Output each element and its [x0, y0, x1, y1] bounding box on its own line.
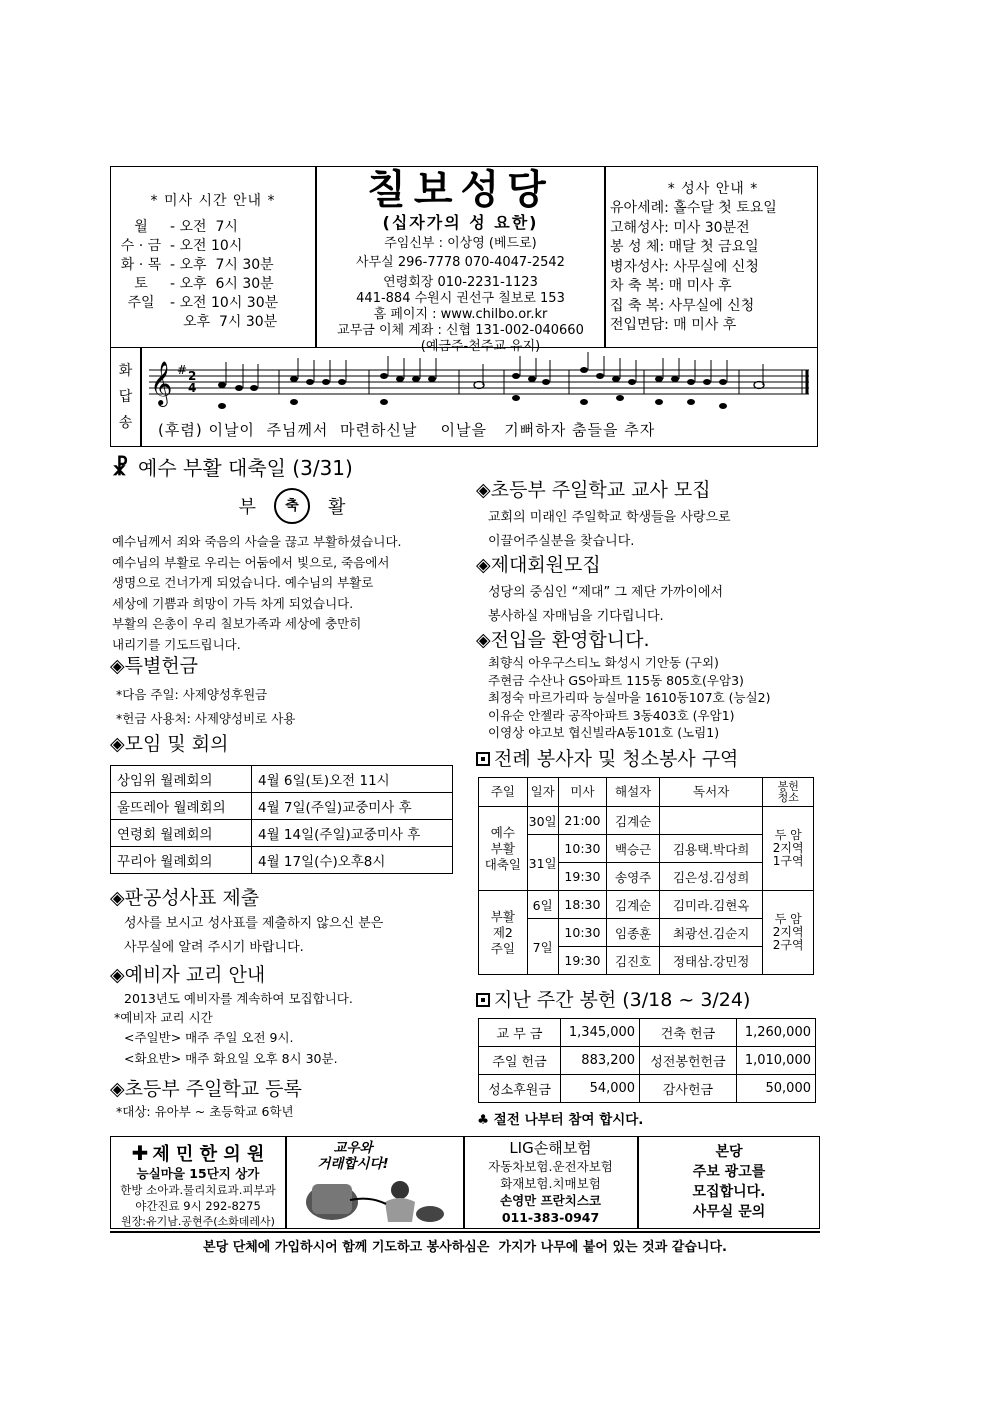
mass-day: 주일	[127, 295, 155, 311]
square-bullet-icon	[476, 752, 490, 766]
mass-time-row	[112, 275, 314, 294]
table-header-cell: 해설자	[607, 778, 660, 807]
priest-name: 주임신부 : 이상영 (베드로)	[384, 236, 537, 251]
welcome-title: ◈전입을 환영합니다.	[476, 629, 650, 651]
office-phone: 사무실 296-7778 070-4047-2542	[356, 255, 565, 270]
footer-line	[110, 1231, 820, 1233]
mass-day: 화 · 목	[120, 257, 162, 273]
offering-amount: 883,200	[560, 1047, 639, 1075]
svg-text:4: 4	[188, 381, 197, 395]
table-row	[111, 847, 453, 874]
sacrament-item: 봉 성 체: 매달 첫 금요일	[610, 239, 759, 255]
meeting-name: 상임위 월례회의	[111, 766, 252, 793]
service-reader: 최광선.김순지	[659, 919, 762, 947]
altar-section: ◈제대회원모집 성당의 중심인 “제대” 그 제단 가까이에서 봉사하실 자매님을 기다립니다.	[476, 554, 724, 624]
service-mass: 10:30	[558, 835, 607, 863]
ads-divider-1	[285, 1136, 287, 1229]
service-reader: 김미라.김현옥	[659, 891, 762, 919]
psalm-label: 화 답 송	[118, 363, 133, 431]
table-header-cell: 봉헌 청소	[763, 778, 814, 807]
trade-slogan: 교우와 거래합시다!	[317, 1140, 389, 1172]
mass-day	[112, 313, 170, 332]
header-divider-right	[604, 166, 606, 348]
mass-time: - 오후 7시 30분	[170, 257, 274, 273]
mass-time: - 오전 10시 30분	[170, 295, 279, 311]
table-row	[111, 766, 453, 793]
offering-label: 건축 헌금	[640, 1019, 737, 1047]
trade-ad	[290, 1140, 460, 1226]
service-sunday: 예수 부활 대축일	[479, 807, 528, 891]
service-commentator: 김계순	[607, 807, 660, 835]
sacrament-item: 집 축 복: 사무실에 신청	[610, 297, 755, 314]
sacrament-item: 유아세례: 홀수달 첫 토요일	[610, 200, 777, 216]
table-row	[479, 891, 814, 919]
table-row	[111, 793, 453, 820]
council-chair: 연령회장 010-2231-1123	[383, 275, 538, 290]
service-cleaning: 두 암 2지역 1구역	[763, 807, 814, 891]
offering-amount: 1,260,000	[736, 1019, 815, 1047]
psalm-divider	[140, 347, 142, 447]
easter-line: 내리기를 기도드립니다.	[112, 636, 241, 652]
clinic-ad: ✚ 제 민 한 의 원 능실마을 15단지 상가 한방 소아과.물리치료과.피부과 야간진료 9시 292-8275 원장:유기남.공현주(소화데레사)	[120, 1141, 276, 1228]
mass-time-row	[112, 294, 314, 313]
service-mass: 19:30	[558, 947, 607, 975]
offering-title-row	[476, 988, 750, 1012]
sacrament-item: 전입면담: 매 미사 후	[610, 317, 737, 333]
sunday-school-title: ◈초등부 주일학교 등록	[110, 1078, 302, 1100]
mass-time-row	[112, 313, 314, 332]
service-commentator: 김계순	[607, 891, 660, 919]
offering-label: 성소후원금	[479, 1075, 561, 1103]
svg-text:𝄞: 𝄞	[150, 361, 173, 405]
mass-time: - 오전 10시	[170, 238, 243, 254]
meeting-time: 4월 17일(수)오후8시	[252, 847, 453, 874]
service-commentator: 백승근	[607, 835, 660, 863]
welcome-item: 이유순 안젤라 공작아파트 3동403호 (우암1)	[488, 707, 735, 723]
meeting-name: 울뜨레아 월례회의	[111, 793, 252, 820]
offering-label: 감사헌금	[640, 1075, 737, 1103]
mass-times-title: * 미사 시간 안내 *	[150, 193, 276, 209]
mass-day: 월	[134, 219, 148, 235]
service-date: 31일	[527, 835, 558, 891]
offering-label: 성전봉헌헌금	[640, 1047, 737, 1075]
meeting-name: 연령회 월례회의	[111, 820, 252, 847]
table-header-cell: 미사	[558, 778, 607, 807]
meeting-name: 꾸리아 월례회의	[111, 847, 252, 874]
service-commentator: 김진호	[607, 947, 660, 975]
service-mass: 18:30	[558, 891, 607, 919]
easter-line: 예수님께서 죄와 죽음의 사슬을 끊고 부활하셨습니다.	[112, 534, 402, 549]
cross-icon: ✚	[131, 1141, 149, 1165]
ad-wanted: 본당 주보 광고를 모집합니다. 사무실 문의	[692, 1144, 766, 1220]
service-reader	[659, 807, 762, 835]
offering-amount: 1,010,000	[736, 1047, 815, 1075]
mass-time-row	[112, 218, 314, 237]
table-row	[479, 807, 814, 835]
svg-text:#: #	[177, 363, 188, 377]
welcome-list	[488, 654, 770, 742]
meeting-time: 4월 6일(토)오전 11시	[252, 766, 453, 793]
table-row	[479, 1075, 816, 1103]
sacrament-panel	[610, 178, 816, 336]
altar-title: ◈제대회원모집	[476, 554, 601, 576]
svg-text:2: 2	[188, 369, 197, 383]
sacrament-title: * 성사 안내 *	[667, 181, 759, 197]
teacher-section: ◈초등부 주일학교 교사 모집 교회의 미래인 주일학교 학생들을 사랑으로 이끌어주실분을 찾습니다.	[476, 479, 731, 549]
service-commentator: 송영주	[607, 863, 660, 891]
service-title-row	[476, 747, 738, 771]
service-table	[478, 777, 814, 975]
catechumen-section: ◈예비자 교리 안내 2013년도 예비자를 계속하여 모집합니다. *예비자 교리 시간 <주일반> 매주 주일 오전 9시. <화요반> 매주 화요일 오후 8시 30분.	[110, 964, 353, 1066]
welcome-section	[476, 628, 770, 742]
service-reader: 정태삼.강민정	[659, 947, 762, 975]
account-holder: (예금주-천주교 유지)	[420, 339, 541, 354]
sacrament-list	[610, 199, 816, 336]
easter-title: 예수 부활 대축일 (3/31)	[138, 455, 353, 480]
easter-line: 세상에 기쁨과 희망이 가득 차게 되었습니다.	[112, 595, 354, 611]
meeting-time: 4월 7일(주일)교중미사 후	[252, 793, 453, 820]
offering-account: 교무금 이체 계좌 : 신협 131-002-040660	[337, 323, 584, 338]
church-subtitle: (십자가의 성 요한)	[382, 213, 539, 232]
easter-banner: 부 축 활	[112, 486, 472, 526]
chi-rho-icon: ☧	[112, 455, 129, 480]
mass-day: 토	[134, 276, 148, 292]
offering-label: 주일 헌금	[479, 1047, 561, 1075]
easter-section	[112, 455, 472, 655]
mass-times-panel	[112, 190, 314, 332]
clinic-name: 제 민 한 의 원	[152, 1144, 265, 1165]
service-date: 7일	[527, 919, 558, 975]
meeting-title: ◈모임 및 회의	[110, 733, 229, 755]
judgment-title: ◈판공성사표 제출	[110, 887, 260, 909]
offering-amount: 54,000	[560, 1075, 639, 1103]
meeting-time: 4월 14일(주일)교중미사 후	[252, 820, 453, 847]
mass-time: 오후 7시 30분	[183, 314, 278, 330]
offering-label: 교 무 금	[479, 1019, 561, 1047]
judgment-section: ◈판공성사표 제출 성사를 보시고 성사표를 제출하지 않으신 분은 사무실에 알려 주시기 바랍니다.	[110, 887, 384, 955]
service-title: 전례 봉사자 및 청소봉사 구역	[494, 748, 739, 770]
meeting-table	[110, 765, 453, 874]
service-cleaning: 두 암 2지역 2구역	[763, 891, 814, 975]
teacher-title: ◈초등부 주일학교 교사 모집	[476, 479, 711, 501]
easter-line: 부활의 은총이 우리 칠보가족과 세상에 충만히	[112, 616, 362, 631]
sacrament-item: 고해성사: 미사 30분전	[610, 219, 750, 236]
service-mass: 19:30	[558, 863, 607, 891]
table-header-row	[479, 778, 814, 807]
service-mass: 21:00	[558, 807, 607, 835]
service-sunday: 부활 제2 주일	[479, 891, 528, 975]
service-commentator: 임종훈	[607, 919, 660, 947]
laurel-emblem-icon: 축	[274, 488, 310, 524]
special-offering-title: ◈특별헌금	[110, 655, 199, 677]
welcome-item: 최향식 아우구스티노 화성시 기안동 (구외)	[488, 655, 719, 670]
mass-time: - 오후 6시 30분	[170, 276, 274, 292]
sunday-school-section: ◈초등부 주일학교 등록 *대상: 유아부 ~ 초등학교 6학년	[110, 1078, 302, 1119]
psalm-lyrics: (후렴) 이날이 주님께서 마련하신날 이날을 기뻐하자 춤들을 추자	[158, 421, 656, 439]
welcome-item: 주현금 수산나 GS아파트 115동 805호(우암3)	[488, 672, 744, 688]
save-energy-note: ♣ 절전 나부터 참여 합시다.	[477, 1112, 644, 1128]
homepage-url[interactable]: 홈 페이지 : www.chilbo.or.kr	[373, 307, 548, 322]
service-date: 30일	[527, 807, 558, 835]
table-row	[479, 1019, 816, 1047]
mass-time-row	[112, 256, 314, 275]
offering-amount: 50,000	[736, 1075, 815, 1103]
mass-day: 수 · 금	[120, 238, 162, 254]
welcome-item: 최정숙 마르가리따 능실마을 1610동107호 (능실2)	[488, 690, 771, 705]
service-reader: 김은성.김성희	[659, 863, 762, 891]
offering-title: 지난 주간 봉헌 (3/18 ~ 3/24)	[494, 989, 751, 1011]
easter-line: 예수님의 부활로 우리는 어둠에서 빛으로, 죽음에서	[112, 554, 390, 570]
square-bullet-icon	[476, 993, 490, 1007]
service-date: 6일	[527, 891, 558, 919]
easter-message	[112, 532, 472, 655]
table-header-cell: 일자	[527, 778, 558, 807]
easter-line: 생명으로 건너가게 되었습니다. 예수님의 부활로	[112, 575, 374, 590]
table-row	[111, 820, 453, 847]
table-header-cell: 주일	[479, 778, 528, 807]
offering-amount: 1,345,000	[560, 1019, 639, 1047]
psalm-score	[144, 352, 814, 414]
trade-illustration-icon	[290, 1174, 455, 1226]
service-reader: 김용택.박다희	[659, 835, 762, 863]
header-divider-left	[315, 166, 317, 348]
catechumen-title: ◈예비자 교리 안내	[110, 964, 266, 986]
insurance-ad: LIG손해보험 자동차보험.운전자보험 화재보험.치매보험 손영만 프란치스코 011-383-0947	[465, 1138, 636, 1226]
mass-time-row	[112, 237, 314, 256]
welcome-item: 이영상 야고보 협신빌라A동101호 (노림1)	[488, 725, 720, 740]
mass-time: - 오전 7시	[170, 219, 238, 235]
service-mass: 10:30	[558, 919, 607, 947]
special-offering-section: ◈특별헌금 *다음 주일: 사제양성후원금 *헌금 사용처: 사제양성비로 사용	[110, 655, 296, 726]
church-name: 칠보성당	[367, 166, 554, 213]
sacrament-item: 병자성사: 사무실에 신청	[610, 258, 759, 275]
footer-text: 본당 단체에 가입하시어 함께 기도하고 봉사하심은 가지가 나무에 붙어 있는 것과 같습니다.	[203, 1240, 727, 1255]
church-info	[318, 168, 603, 355]
mass-times-list	[112, 218, 314, 332]
table-row	[479, 1047, 816, 1075]
church-address: 441-884 수원시 권선구 칠보로 153	[356, 291, 565, 306]
insurance-name: LIG손해보험	[509, 1139, 592, 1157]
sacrament-item: 차 축 복: 매 미사 후	[610, 278, 732, 294]
offering-table	[478, 1018, 816, 1103]
table-header-cell: 독서자	[659, 778, 762, 807]
